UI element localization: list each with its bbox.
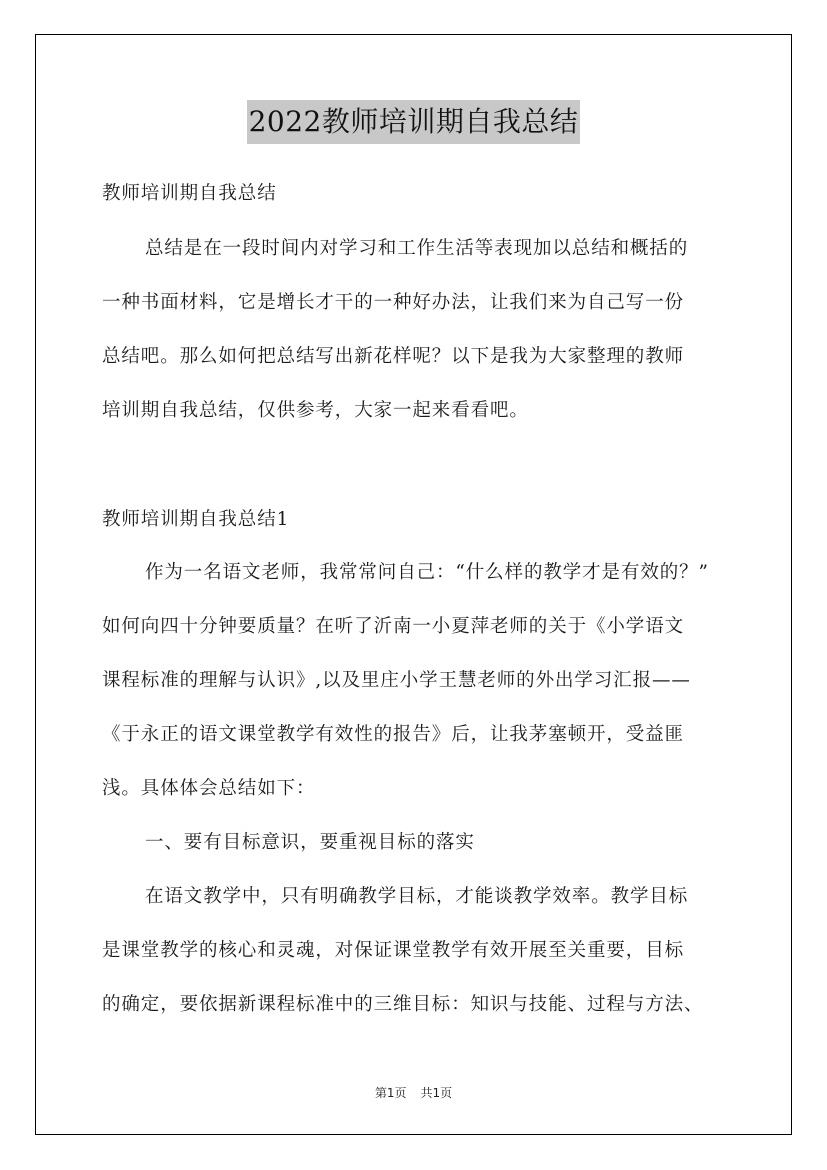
title-container bbox=[0, 100, 827, 144]
paragraph-line: 作为一名语文老师，我常常问自己：“什么样的教学才是有效的？” bbox=[145, 562, 709, 583]
paragraph-line: 一种书面材料，它是增长才干的一种好办法，让我们来为自己写一份 bbox=[102, 292, 685, 313]
paragraph-line: 如何向四十分钟要质量？在听了沂南一小夏萍老师的关于《小学语文 bbox=[102, 616, 685, 637]
paragraph-line: 课程标准的理解与认识》,以及里庄小学王慧老师的外出学习汇报—— bbox=[102, 670, 691, 691]
paragraph-line: 是课堂教学的核心和灵魂，对保证课堂教学有效开展至关重要，目标 bbox=[102, 940, 685, 961]
paragraph-line: 浅。具体体会总结如下： bbox=[102, 778, 316, 799]
paragraph-line: 的确定，要依据新课程标准中的三维目标：知识与技能、过程与方法、 bbox=[102, 994, 704, 1015]
page-number: 第1页 bbox=[374, 1086, 407, 1100]
document-title: 2022教师培训期自我总结 bbox=[247, 100, 581, 144]
paragraph-line: 总结吧。那么如何把总结写出新花样呢？以下是我为大家整理的教师 bbox=[102, 346, 685, 367]
paragraph-line: 总结是在一段时间内对学习和工作生活等表现加以总结和概括的 bbox=[145, 238, 689, 259]
paragraph-line: 在语文教学中，只有明确教学目标，才能谈教学效率。教学目标 bbox=[145, 886, 689, 907]
page-footer bbox=[0, 1084, 827, 1101]
paragraph-line: 培训期自我总结，仅供参考，大家一起来看看吧。 bbox=[102, 400, 529, 421]
subtitle: 教师培训期自我总结 bbox=[102, 183, 277, 204]
subheading: 一、要有目标意识，要重视目标的落实 bbox=[145, 832, 475, 853]
section-heading: 教师培训期自我总结1 bbox=[102, 509, 290, 530]
paragraph-line: 《于永正的语文课堂教学有效性的报告》后，让我茅塞顿开，受益匪 bbox=[102, 724, 685, 745]
page-total: 共1页 bbox=[420, 1086, 453, 1100]
